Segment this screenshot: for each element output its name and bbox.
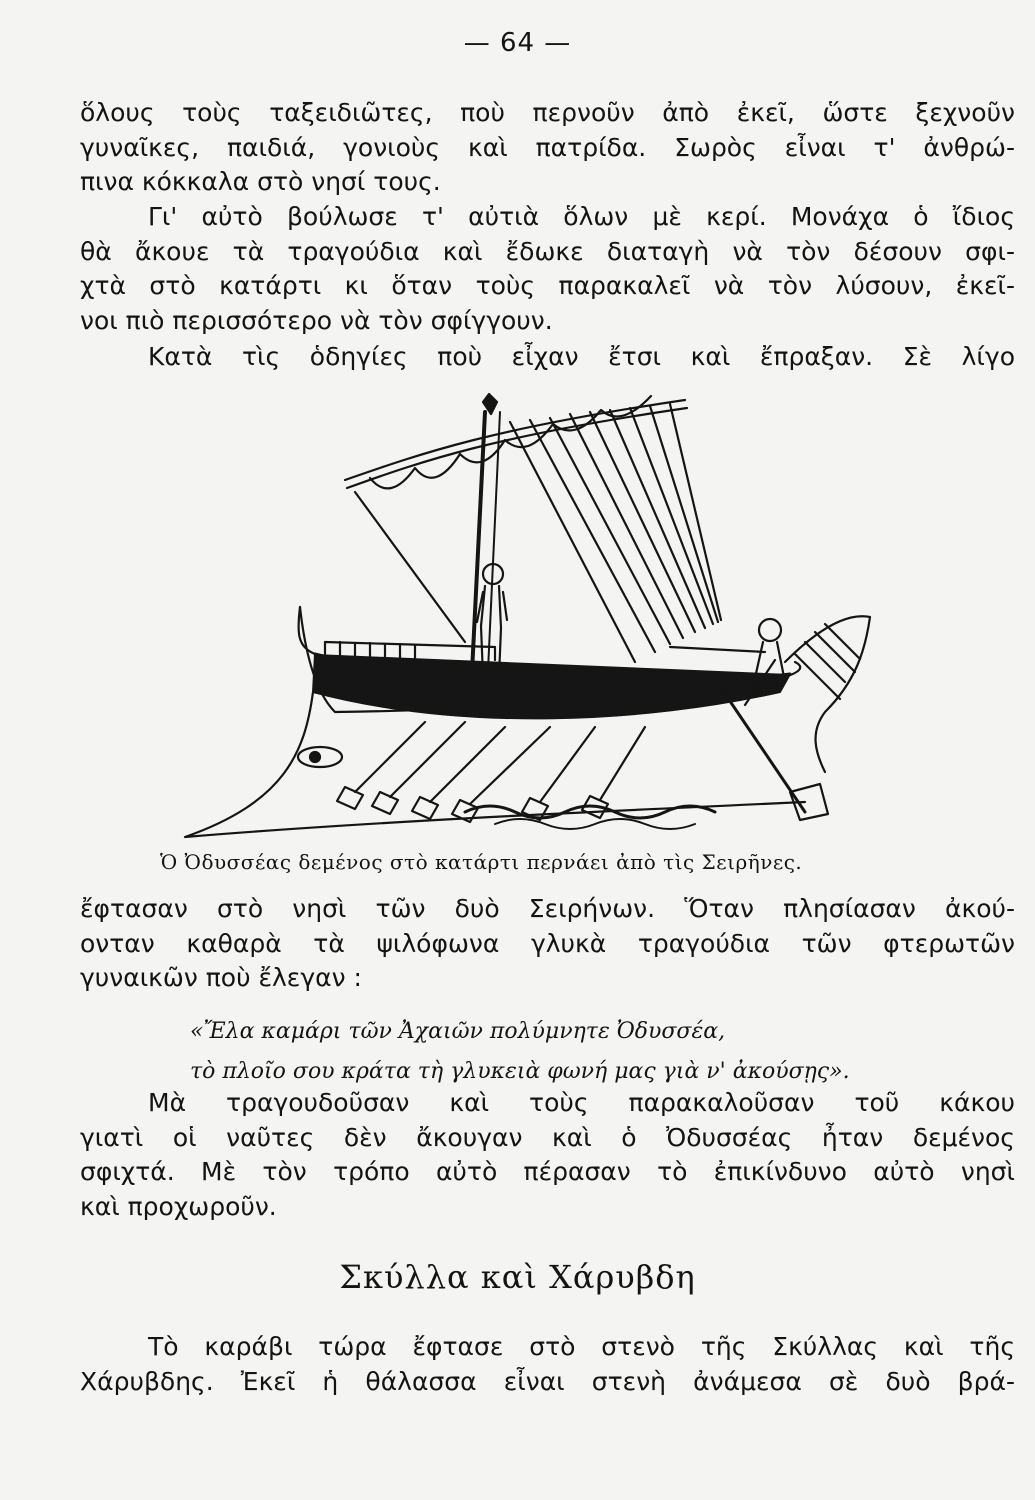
text-line: Τὸ καράβι τώρα ἔφτασε στὸ στενὸ τῆς Σκύλλας καὶ τῆς — [148, 1332, 1015, 1361]
text-line: πινα κόκκαλα στὸ νησί τους. — [80, 167, 441, 196]
text-line: ὅλους τοὺς ταξειδιῶτες, ποὺ περνοῦν ἀπὸ ἐκεῖ, ὥστε ξεχνοῦν — [80, 98, 1015, 127]
text-line: ἔφτασαν στὸ νησὶ τῶν δυὸ Σειρήνων. Ὅταν πλησίασαν ἀκού- — [80, 894, 1015, 923]
text-line: χτὰ στὸ κατάρτι κι ὅταν τοὺς παρακαλεῖ νὰ τὸν λύσουν, ἐκεῖ- — [80, 271, 1015, 300]
verse-line: «Ἔλα καμάρι τῶν Ἀχαιῶν πολύμνητε Ὀδυσσέα, — [190, 1019, 726, 1044]
text-line: θὰ ἄκουε τὰ τραγούδια καὶ ἔδωκε διαταγὴ νὰ τὸν δέσουν σφι- — [80, 236, 1015, 266]
text-line: Χάρυβδης. Ἐκεῖ ἡ θάλασσα εἶναι στενὴ ἀνάμεσα σὲ δυὸ βρά- — [80, 1366, 1015, 1396]
text-line: γυναικῶν ποὺ ἔλεγαν : — [80, 963, 362, 992]
paragraph-3 — [80, 340, 1015, 375]
section-title: Σκύλλα καὶ Χάρυβδη — [339, 1258, 696, 1296]
paragraph-6 — [80, 1330, 1015, 1399]
paragraph-4 — [80, 892, 1015, 996]
text-line: νοι πιὸ περισσότερο νὰ τὸν σφίγγουν. — [80, 305, 553, 335]
text-line: σφιχτά. Μὲ τὸν τρόπο αὐτὸ πέρασαν τὸ ἐπικίνδυνο αὐτὸ νησὶ — [80, 1157, 1015, 1186]
ship-illustration — [165, 392, 885, 847]
verse-line: τὸ πλοῖο σου κράτα τὴ γλυκειὰ φωνή μας γιὰ ν' ἀκούσῃς». — [190, 1059, 850, 1084]
paragraph-1 — [80, 96, 1015, 200]
text-line: γιατὶ οἱ ναῦτες δὲν ἄκουγαν καὶ ὁ Ὀδυσσέας ἦταν δεμένος — [80, 1122, 1015, 1152]
figure-caption: Ὁ Ὀδυσσέας δεμένος στὸ κατάρτι περνάει ἀπὸ τὶς Σειρῆνες. — [160, 850, 803, 874]
text-line: Μὰ τραγουδοῦσαν καὶ τοὺς παρακαλοῦσαν τοῦ κάκου — [148, 1088, 1015, 1117]
sirens-verse — [190, 1012, 990, 1092]
paragraph-2 — [80, 200, 1015, 338]
text-line: καὶ προχωροῦν. — [80, 1191, 277, 1221]
paragraph-5 — [80, 1086, 1015, 1224]
text-line: Κατὰ τὶς ὁδηγίες ποὺ εἶχαν ἔτσι καὶ ἔπραξαν. Σὲ λίγο — [148, 342, 1015, 371]
text-line: ονταν καθαρὰ τὰ ψιλόφωνα γλυκὰ τραγούδια τῶν φτερωτῶν — [80, 928, 1015, 958]
page-number: — 64 — — [463, 28, 572, 58]
text-line: γυναῖκες, παιδιά, γονιοὺς καὶ πατρίδα. Σωρὸς εἶναι τ' ἀνθρώ- — [80, 132, 1015, 162]
text-line: Γι' αὐτὸ βούλωσε τ' αὐτιὰ ὅλων μὲ κερί. Μονάχα ὁ ἴδιος — [148, 202, 1015, 231]
